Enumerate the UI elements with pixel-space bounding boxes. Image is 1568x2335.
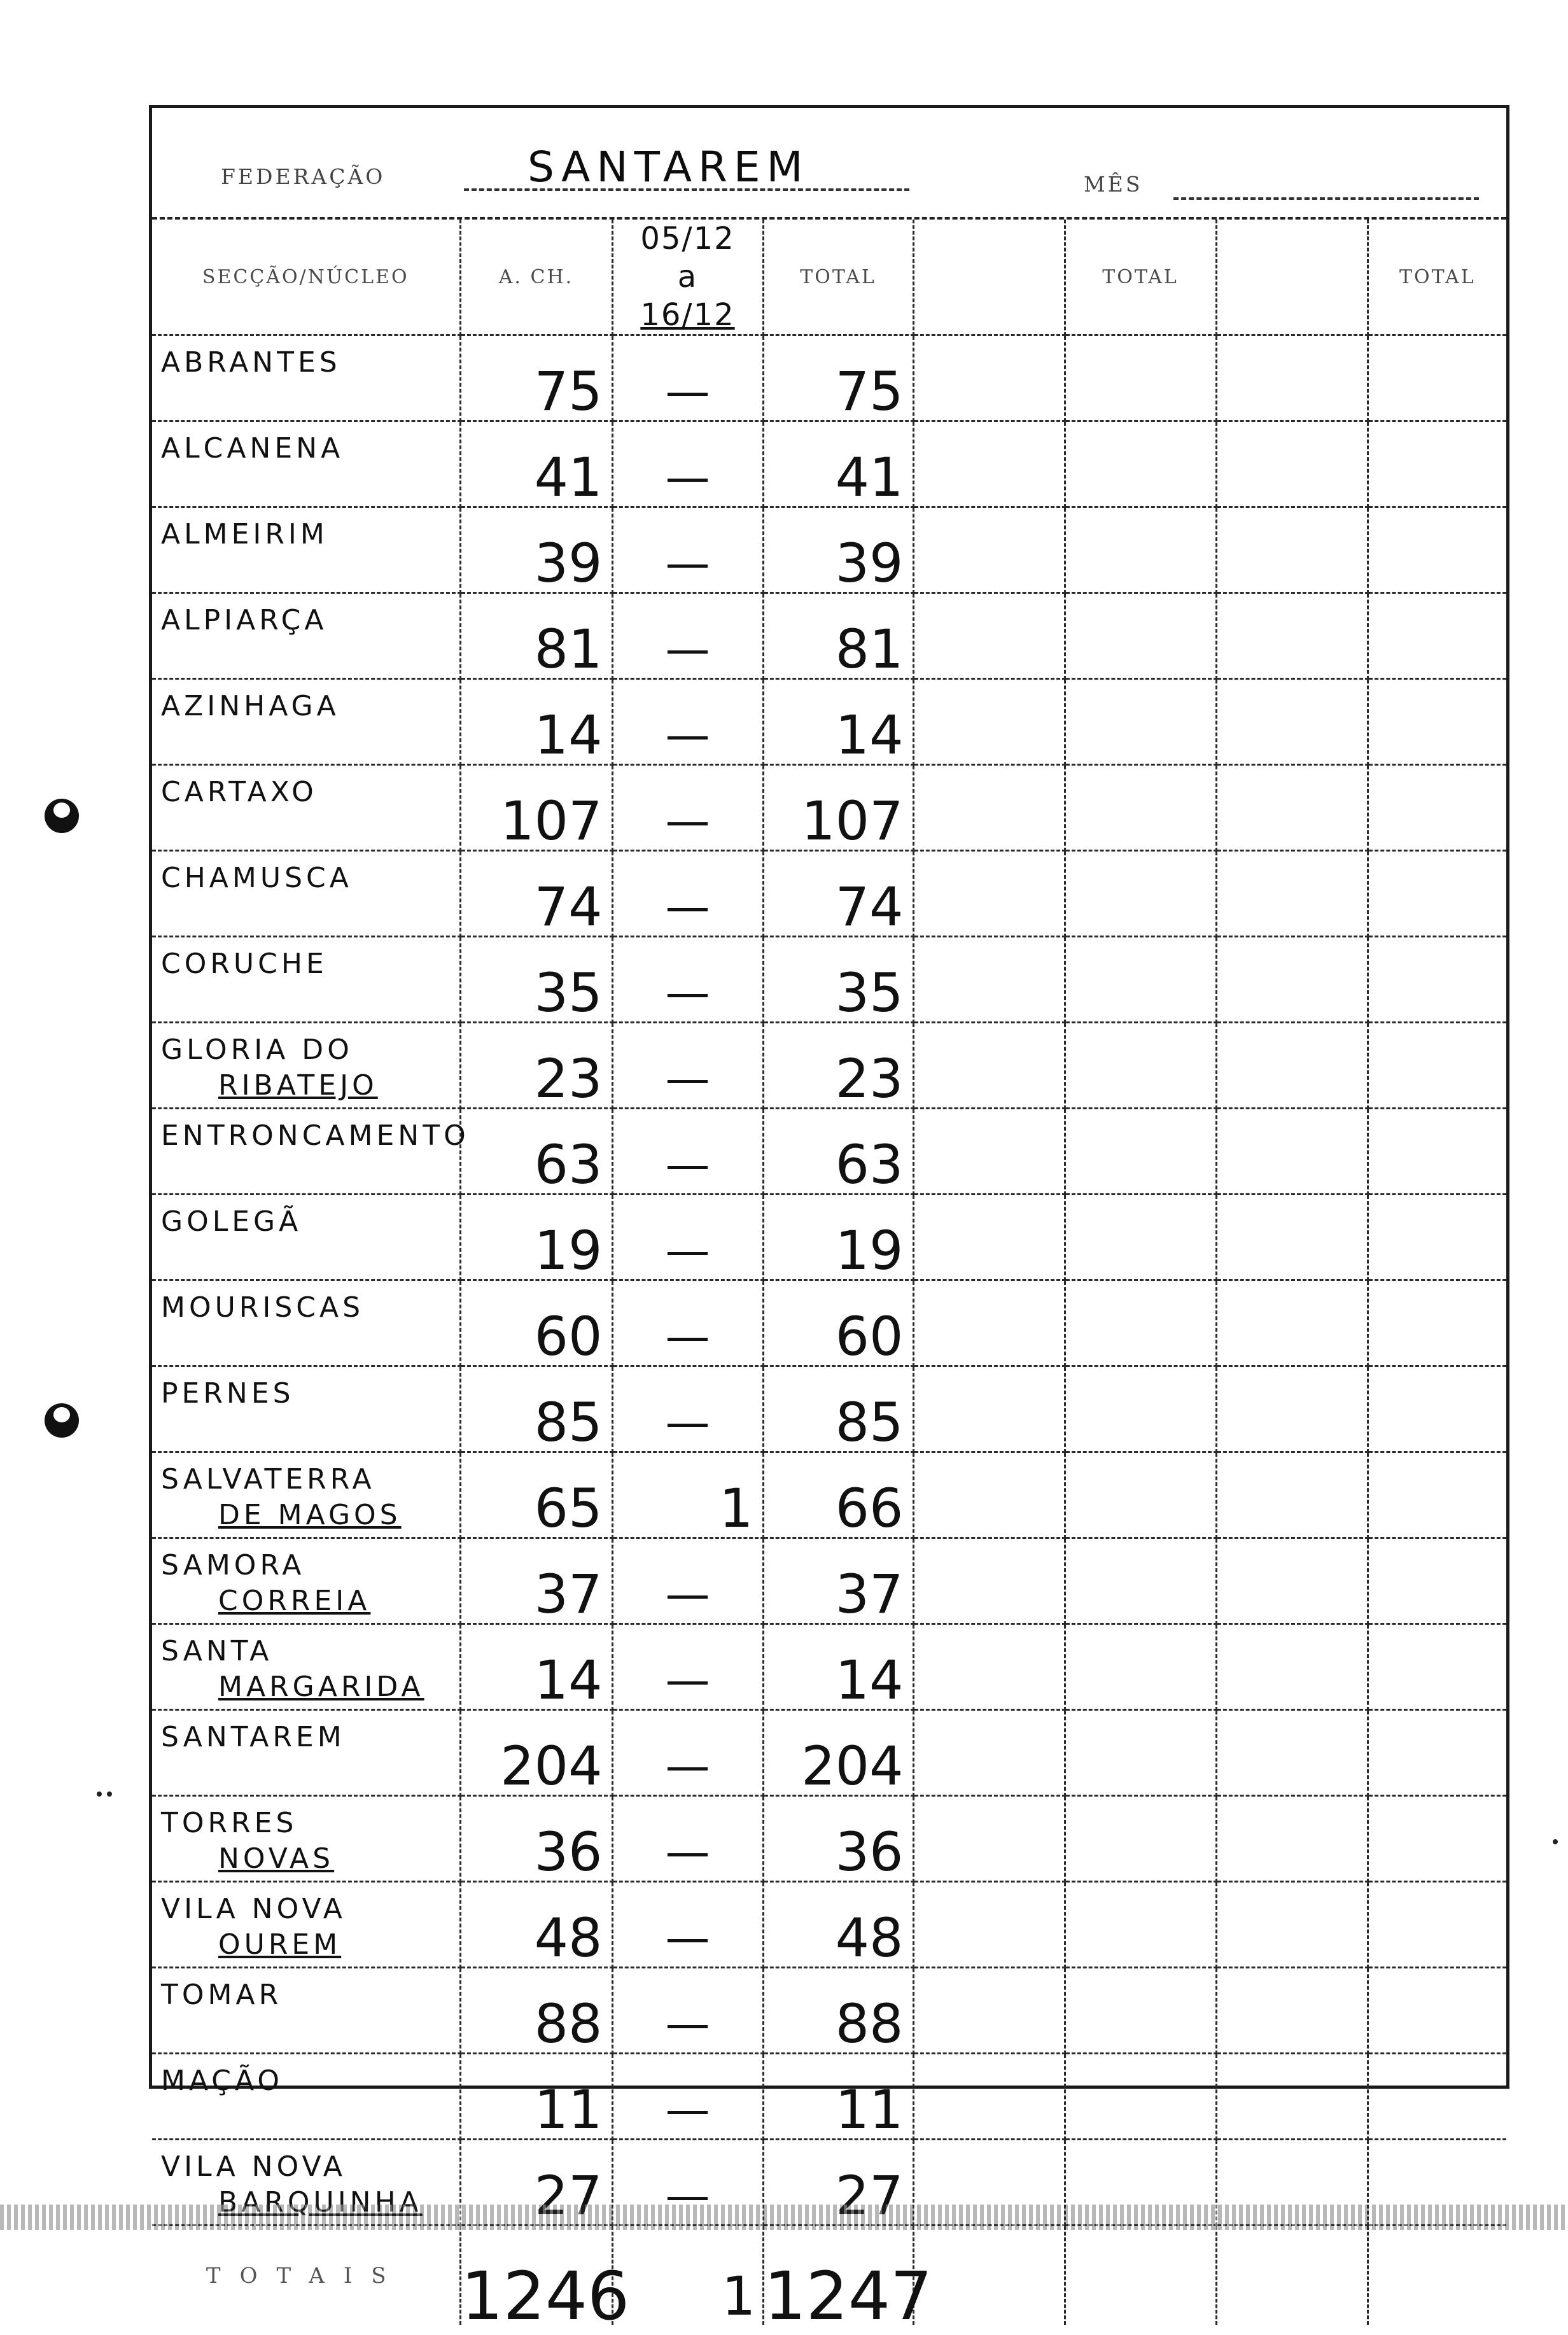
- empty-cell: [1368, 1710, 1506, 1796]
- empty-cell: [913, 2054, 1065, 2140]
- empty-cell: [1216, 1968, 1368, 2054]
- empty-cell: [913, 1882, 1065, 1968]
- seccao-name-line1: ALCANENA: [161, 432, 344, 465]
- empty-cell: [913, 1710, 1065, 1796]
- row-period-value: —: [612, 335, 763, 421]
- empty-cell: [1368, 1280, 1506, 1366]
- row-period-value: —: [612, 2054, 763, 2140]
- row-seccao-name: [152, 1366, 460, 1452]
- col-header-period: [612, 220, 763, 335]
- row-seccao-name: [152, 1968, 460, 2054]
- row-total-value: 37: [763, 1538, 913, 1624]
- row-ach-value: 81: [460, 593, 612, 679]
- row-period-value: —: [612, 1624, 763, 1710]
- seccao-name-line1: CORUCHE: [161, 948, 328, 980]
- row-period-value: —: [612, 1710, 763, 1796]
- empty-cell: [1065, 1280, 1216, 1366]
- table-row: [152, 1452, 1506, 1538]
- totals-row: [152, 2226, 1506, 2325]
- empty-cell: [1065, 421, 1216, 507]
- empty-cell: [1216, 765, 1368, 851]
- table-row: [152, 507, 1506, 593]
- seccao-name-line2: OUREM: [218, 1928, 342, 1961]
- empty-cell: [913, 1538, 1065, 1624]
- empty-cell: [913, 1109, 1065, 1195]
- empty-cell: [1065, 2226, 1216, 2325]
- ledger-table: [152, 220, 1506, 2335]
- empty-cell: [1216, 1023, 1368, 1109]
- empty-cell: [913, 1195, 1065, 1280]
- empty-cell: [1065, 1195, 1216, 1280]
- row-total-value: 19: [763, 1195, 913, 1280]
- row-total-value: 107: [763, 765, 913, 851]
- row-seccao-name: [152, 1538, 460, 1624]
- empty-cell: [1065, 851, 1216, 937]
- seccao-name-line1: SALVATERRA: [161, 1463, 375, 1496]
- empty-cell: [1216, 679, 1368, 765]
- row-ach-value: 23: [460, 1023, 612, 1109]
- period-sep: a: [677, 259, 698, 295]
- empty-cell: [1368, 765, 1506, 851]
- row-seccao-name: [152, 1109, 470, 1195]
- seccao-name-line2: DE MAGOS: [218, 1499, 402, 1531]
- empty-cell: [913, 1280, 1065, 1366]
- row-total-value: 41: [763, 421, 913, 507]
- seccao-name-line1: MAÇÃO: [161, 2065, 283, 2097]
- row-total-value: 11: [763, 2054, 913, 2140]
- row-seccao-name: [152, 851, 460, 937]
- seccao-name-line1: ALPIARÇA: [161, 604, 328, 636]
- row-ach-value: 41: [460, 421, 612, 507]
- row-period-value: —: [612, 1109, 763, 1195]
- federacao-value: SANTAREM: [528, 143, 809, 192]
- row-seccao-name: [152, 335, 460, 421]
- row-ach-value: 39: [460, 507, 612, 593]
- row-seccao-name: [152, 679, 460, 765]
- row-seccao-name: [152, 593, 460, 679]
- row-ach-value: 85: [460, 1366, 612, 1452]
- row-total-value: 75: [763, 335, 913, 421]
- empty-cell: [1216, 1195, 1368, 1280]
- row-ach-value: 35: [460, 937, 612, 1023]
- table-row: [152, 2054, 1506, 2140]
- row-total-value: 204: [763, 1710, 913, 1796]
- row-period-value: —: [612, 1538, 763, 1624]
- row-total-value: 60: [763, 1280, 913, 1366]
- row-ach-value: 36: [460, 1796, 612, 1882]
- empty-cell: [913, 937, 1065, 1023]
- empty-cell: [913, 765, 1065, 851]
- empty-cell: [913, 851, 1065, 937]
- row-seccao-name: [152, 765, 460, 851]
- row-ach-value: 107: [460, 765, 612, 851]
- row-seccao-name: [152, 507, 460, 593]
- empty-cell: [1216, 421, 1368, 507]
- empty-cell: [1368, 1624, 1506, 1710]
- empty-cell: [1216, 335, 1368, 421]
- col-header-seccao: SECÇÃO/NÚCLEO: [152, 220, 460, 335]
- federacao-label: FEDERAÇÃO: [221, 164, 386, 189]
- row-period-value: —: [612, 1882, 763, 1968]
- row-period-value: —: [612, 1366, 763, 1452]
- seccao-name-line1: VILA NOVA: [161, 2150, 346, 2183]
- row-total-value: 85: [763, 1366, 913, 1452]
- empty-cell: [1216, 1796, 1368, 1882]
- table-row: [152, 1710, 1506, 1796]
- col-header-ach: A. CH.: [460, 220, 612, 335]
- row-period-value: —: [612, 851, 763, 937]
- empty-cell: [1368, 421, 1506, 507]
- seccao-name-line1: GLORIA DO: [161, 1034, 353, 1066]
- seccao-name-line2: NOVAS: [218, 1842, 335, 1875]
- table-row: [152, 765, 1506, 851]
- row-period-value: —: [612, 679, 763, 765]
- empty-cell: [1065, 1710, 1216, 1796]
- row-seccao-name: [152, 1452, 460, 1538]
- empty-cell: [1216, 2226, 1368, 2325]
- seccao-name-line2: MARGARIDA: [218, 1671, 424, 1703]
- row-seccao-name: [152, 1624, 460, 1710]
- table-row: [152, 593, 1506, 679]
- row-seccao-name: [152, 1023, 460, 1109]
- row-total-value: 74: [763, 851, 913, 937]
- seccao-name-line1: AZINHAGA: [161, 690, 340, 722]
- row-ach-value: 14: [460, 1624, 612, 1710]
- row-seccao-name: [152, 2054, 460, 2140]
- row-period-value: 1: [612, 1452, 763, 1538]
- empty-cell: [1368, 1538, 1506, 1624]
- row-total-value: 35: [763, 937, 913, 1023]
- empty-cell: [913, 1968, 1065, 2054]
- row-seccao-name: [152, 1195, 460, 1280]
- table-row: [152, 937, 1506, 1023]
- row-total-value: 14: [763, 679, 913, 765]
- seccao-name-line1: SANTAREM: [161, 1721, 346, 1753]
- empty-cell: [1065, 1968, 1216, 2054]
- totals-period: 1: [612, 2226, 763, 2325]
- period-start: 05/12: [640, 221, 735, 256]
- empty-cell: [1216, 507, 1368, 593]
- row-period-value: —: [612, 1195, 763, 1280]
- row-seccao-name: [152, 1710, 460, 1796]
- speck: [97, 1792, 102, 1797]
- table-row: [152, 1882, 1506, 1968]
- seccao-name-line1: TORRES: [161, 1807, 298, 1839]
- empty-cell: [1216, 1624, 1368, 1710]
- col-header-blank-2: [1216, 220, 1368, 335]
- row-period-value: —: [612, 421, 763, 507]
- row-period-value: —: [612, 765, 763, 851]
- row-ach-value: 204: [460, 1710, 612, 1796]
- empty-cell: [913, 335, 1065, 421]
- row-seccao-name: [152, 937, 460, 1023]
- seccao-name-line1: PERNES: [161, 1377, 295, 1410]
- speck: [1553, 1839, 1558, 1844]
- empty-cell: [1216, 851, 1368, 937]
- row-total-value: 14: [763, 1624, 913, 1710]
- empty-cell: [1065, 1366, 1216, 1452]
- empty-cell: [1368, 851, 1506, 937]
- seccao-name-line1: ABRANTES: [161, 346, 341, 379]
- row-total-value: 88: [763, 1968, 913, 2054]
- totals-ach: 1246: [460, 2226, 612, 2325]
- table-row: [152, 1280, 1506, 1366]
- row-period-value: —: [612, 593, 763, 679]
- scan-edge: [0, 2205, 1568, 2230]
- totals-total: 1247: [763, 2226, 913, 2325]
- form-header: [152, 108, 1506, 220]
- row-total-value: 81: [763, 593, 913, 679]
- empty-cell: [1368, 1796, 1506, 1882]
- row-period-value: —: [612, 1968, 763, 2054]
- row-ach-value: 75: [460, 335, 612, 421]
- empty-cell: [1065, 1538, 1216, 1624]
- empty-cell: [1368, 335, 1506, 421]
- empty-cell: [1065, 1882, 1216, 1968]
- table-row: [152, 421, 1506, 507]
- table-row: [152, 335, 1506, 421]
- empty-cell: [1065, 1796, 1216, 1882]
- row-ach-value: 27: [460, 2140, 612, 2226]
- row-ach-value: 14: [460, 679, 612, 765]
- empty-cell: [1368, 1452, 1506, 1538]
- row-period-value: —: [612, 2140, 763, 2226]
- table-row: [152, 1538, 1506, 1624]
- table-row: [152, 1624, 1506, 1710]
- seccao-name-line1: CHAMUSCA: [161, 862, 353, 894]
- seccao-name-line2: BARQUINHA: [218, 2186, 423, 2219]
- row-total-value: 48: [763, 1882, 913, 1968]
- row-total-value: 27: [763, 2140, 913, 2226]
- empty-cell: [1065, 593, 1216, 679]
- table-row: [152, 679, 1506, 765]
- empty-cell: [1065, 1624, 1216, 1710]
- period-end: 16/12: [640, 297, 735, 333]
- row-ach-value: 37: [460, 1538, 612, 1624]
- row-seccao-name: [152, 1796, 460, 1882]
- seccao-name-line1: SANTA: [161, 1635, 273, 1667]
- row-seccao-name: [152, 1280, 460, 1366]
- empty-cell: [913, 421, 1065, 507]
- empty-cell: [1368, 1195, 1506, 1280]
- totals-label: TOTAIS: [152, 2226, 460, 2325]
- column-header-row: [152, 220, 1506, 335]
- empty-cell: [913, 1366, 1065, 1452]
- seccao-name-line1: CARTAXO: [161, 776, 318, 808]
- empty-cell: [1368, 2226, 1506, 2325]
- row-total-value: 23: [763, 1023, 913, 1109]
- row-total-value: 63: [763, 1109, 913, 1195]
- empty-cell: [1216, 2054, 1368, 2140]
- binder-hole-icon: [45, 1403, 79, 1438]
- empty-cell: [1368, 2054, 1506, 2140]
- empty-cell: [1216, 593, 1368, 679]
- seccao-name-line1: ENTRONCAMENTO: [161, 1119, 470, 1152]
- row-ach-value: 74: [460, 851, 612, 937]
- table-row: [152, 1366, 1506, 1452]
- row-ach-value: 48: [460, 1882, 612, 1968]
- empty-cell: [1216, 1452, 1368, 1538]
- row-ach-value: 11: [460, 2054, 612, 2140]
- empty-cell: [913, 593, 1065, 679]
- empty-cell: [1368, 1023, 1506, 1109]
- empty-cell: [913, 507, 1065, 593]
- table-row: [152, 1109, 1506, 1195]
- row-ach-value: 63: [460, 1109, 612, 1195]
- empty-cell: [1065, 507, 1216, 593]
- empty-cell: [1216, 937, 1368, 1023]
- empty-cell: [1216, 1109, 1368, 1195]
- row-ach-value: 65: [460, 1452, 612, 1538]
- form-sheet: [149, 105, 1509, 2335]
- empty-cell: [1368, 937, 1506, 1023]
- empty-cell: [1216, 1710, 1368, 1796]
- empty-cell: [1368, 1109, 1506, 1195]
- seccao-name-line2: RIBATEJO: [218, 1069, 378, 1102]
- empty-cell: [1368, 679, 1506, 765]
- table-row: [152, 1968, 1506, 2054]
- empty-cell: [1065, 2054, 1216, 2140]
- empty-cell: [1065, 1023, 1216, 1109]
- empty-cell: [913, 679, 1065, 765]
- row-seccao-name: [152, 421, 460, 507]
- row-seccao-name: [152, 1882, 460, 1968]
- row-total-value: 39: [763, 507, 913, 593]
- empty-cell: [913, 1452, 1065, 1538]
- empty-cell: [1216, 1538, 1368, 1624]
- empty-cell: [913, 1796, 1065, 1882]
- empty-cell: [1065, 679, 1216, 765]
- table-row: [152, 1195, 1506, 1280]
- col-header-total-3: TOTAL: [1368, 220, 1506, 335]
- col-header-total-2: TOTAL: [1065, 220, 1216, 335]
- col-header-blank-1: [913, 220, 1065, 335]
- seccao-name-line1: TOMAR: [161, 1979, 283, 2011]
- empty-cell: [1216, 1882, 1368, 1968]
- empty-cell: [1065, 1452, 1216, 1538]
- empty-cell: [1368, 593, 1506, 679]
- empty-cell: [913, 1023, 1065, 1109]
- seccao-name-line2: CORREIA: [218, 1585, 371, 1617]
- table-row: [152, 851, 1506, 937]
- row-period-value: —: [612, 507, 763, 593]
- speck: [107, 1792, 112, 1797]
- empty-cell: [1065, 1109, 1216, 1195]
- empty-cell: [913, 1624, 1065, 1710]
- row-total-value: 36: [763, 1796, 913, 1882]
- seccao-name-line1: SAMORA: [161, 1549, 305, 1581]
- empty-cell: [1368, 1882, 1506, 1968]
- empty-cell: [1065, 765, 1216, 851]
- empty-cell: [1368, 1366, 1506, 1452]
- row-ach-value: 60: [460, 1280, 612, 1366]
- row-period-value: —: [612, 1796, 763, 1882]
- seccao-name-line1: ALMEIRIM: [161, 518, 328, 550]
- mes-underline: [1173, 197, 1479, 200]
- seccao-name-line1: VILA NOVA: [161, 1893, 346, 1925]
- empty-cell: [1216, 1366, 1368, 1452]
- row-ach-value: 88: [460, 1968, 612, 2054]
- seccao-name-line1: MOURISCAS: [161, 1291, 365, 1324]
- row-period-value: —: [612, 1280, 763, 1366]
- table-row: [152, 1796, 1506, 1882]
- row-period-value: —: [612, 937, 763, 1023]
- empty-cell: [1368, 507, 1506, 593]
- ledger-body: [152, 335, 1506, 2226]
- empty-cell: [1368, 1968, 1506, 2054]
- table-row: [152, 1023, 1506, 1109]
- empty-cell: [1065, 937, 1216, 1023]
- binder-hole-icon: [45, 799, 79, 833]
- col-header-total: TOTAL: [763, 220, 913, 335]
- empty-cell: [1216, 1280, 1368, 1366]
- empty-cell: [913, 2226, 1065, 2325]
- seccao-name-line1: GOLEGÃ: [161, 1205, 302, 1238]
- empty-cell: [1065, 335, 1216, 421]
- row-period-value: —: [612, 1023, 763, 1109]
- row-total-value: 66: [763, 1452, 913, 1538]
- mes-label: MÊS: [1084, 172, 1143, 197]
- row-ach-value: 19: [460, 1195, 612, 1280]
